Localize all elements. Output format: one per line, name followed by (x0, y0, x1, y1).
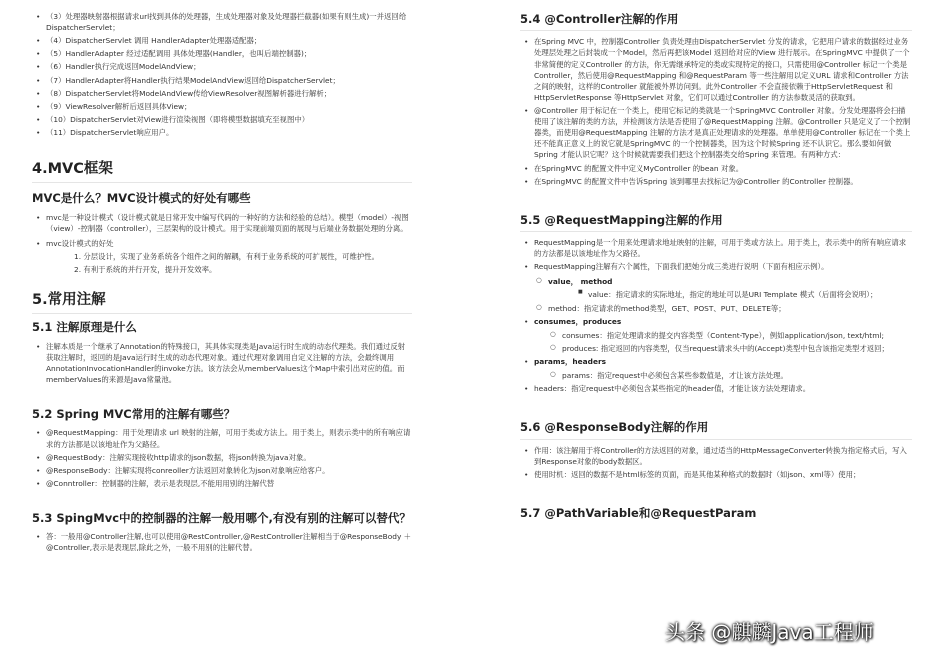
list-item: • 使用时机：返回的数据不是html标签的页面，而是其他某种格式的数据时（如json、xml等）使用； (520, 469, 912, 480)
list-item (520, 316, 912, 354)
subheading-5-1: 5.1 注解原理是什么 (32, 320, 137, 335)
list-item: • headers：指定request中必须包含某些指定的header值，才能让该方法处理请求。 (520, 383, 912, 394)
watermark: 头条 @麒麟Java工程师 (665, 620, 874, 644)
subheading-5-4: 5.4 @Controller注解的作用 (520, 12, 912, 31)
request-mapping-method-item (520, 303, 912, 314)
list-item: ○ produces: 指定返回的内容类型，仅当request请求头中的(Accept)类型中包含该指定类型才返回； (534, 343, 912, 354)
group-label: params，headers (534, 357, 607, 367)
list-item-label: mvc设计模式的好处 (46, 238, 114, 248)
list-item: • （8）DispatcherServlet将ModelAndView传给ViewResolver视图解析器进行解析； (32, 88, 412, 99)
list-item: • （10）DispatcherServlet对View进行渲染视图（即将模型数据填充至视图中） (32, 114, 412, 125)
list-item: • 在Spring MVC 中，控制器Controller 负责处理由DispatcherServlet 分发的请求，它把用户请求的数据经过业务处理层处理之后封装成一个Model，然后再把该Model 返回给对应的View 进行展示。在SpringMVC 中提供了一个非常简便的定义Controller 的方法，你无需继承特定的类或实现特定的接口，只需使用@Controller 标记一个类是Controller，然后使用@RequestMapping 和@RequestParam 等一些注解用以定义URL 请求和Controller 方法之间的映射，这样的Controller 就能被外界访问到。此外Controller 不会直接依赖于HttpServletRequest 和HttpServletResponse 等HttpServlet 对象，它们可以通过Controller 的方法参数灵活的获取到。 (520, 36, 912, 103)
list-item: • （3）处理器映射器根据请求url找到具体的处理器，生成处理器对象及处理器拦截器(如果有则生成)一并返回给DispatcherServlet； (32, 11, 412, 33)
list-item: • @Controller 用于标记在一个类上，使用它标记的类就是一个SpringMVC Controller 对象。分发处理器将会扫描使用了该注解的类的方法，并检测该方法是否使用了@RequestMapping 注解。@Controller 只是定义了一个控制器类，而使用@RequestMapping 注解的方法才是真正处理请求的处理器。单单使用@Controller 标记在一个类上还不能真正意义上的说它就是SpringMVC 的一个控制器类，因为这个时候Spring 还不认识它。那么要如何做Spring 才能认识它呢？这个时候就需要我们把这个控制器类交给Spring 来管理。有两种方式： (520, 105, 912, 161)
list-item: • mvc是一种设计模式（设计模式就是日常开发中编写代码的一种好的方法和经验的总结）。模型（model）-视图（view）-控制器（controller），三层架构的设计模式。用于实现前端页面的展现与后端业务数据处理的分离。 (32, 212, 412, 234)
list-item (520, 356, 912, 381)
list-item: 1. 分层设计，实现了业务系统各个组件之间的解耦，有利于业务系统的可扩展性，可维护性。 (74, 251, 380, 261)
section-heading-annotations: 5.常用注解 (32, 291, 412, 314)
subheading-5-2: 5.2 Spring MVC常用的注解有哪些？ (32, 407, 236, 422)
group-label: consumes，produces (534, 316, 622, 326)
group-params-items (534, 370, 912, 381)
list-item (520, 276, 912, 300)
subheading-5-6: 5.6 @ResponseBody注解的作用 (520, 420, 912, 439)
list-item: ○ params：指定request中必须包含某些参数值是，才让该方法处理。 (534, 370, 912, 381)
list-item: • （5）HandlerAdapter 经过适配调用 具体处理器(Handler，也叫后端控制器)； (32, 48, 412, 59)
common-annotations-list (32, 427, 412, 489)
list-item: • （9）ViewResolver解析后返回具体View； (32, 101, 412, 112)
subheading-5-7: 5.7 @PathVariable和@RequestParam (520, 506, 757, 521)
controller-annotation-answer-list (32, 531, 412, 553)
right-column (520, 0, 912, 521)
list-item: • （4）DispatcherServlet 调用 HandlerAdapter处理器适配器； (32, 35, 412, 46)
request-mapping-group-consumes (520, 316, 912, 395)
list-item: • 在SpringMVC 的配置文件中告诉Spring 该到哪里去找标记为@Controller 的Controller 控制器。 (520, 176, 912, 187)
list-item: • （7）HandlerAdapter将Handler执行结果ModelAndView返回给DispatcherServlet； (32, 75, 412, 86)
request-mapping-list (520, 237, 912, 272)
list-item: • 答：一般用@Controller注解,也可以使用@RestController,@RestController注解相当于@ResponseBody ＋ @Controller,表示是表现层,除此之外，一般不用别的注解代替。 (32, 531, 412, 553)
group-consumes-items (534, 330, 912, 354)
list-item: ■ value：指定请求的实际地址，指定的地址可以是URI Template 模式（后面将会说明）； (548, 289, 912, 300)
list-item: • RequestMapping注解有六个属性，下面我们把她分成三类进行说明（下面有相应示例）。 (520, 261, 912, 272)
section-heading-mvc: 4.MVC框架 (32, 160, 412, 183)
group-value-method-items (548, 289, 912, 300)
mvc-benefits-list (46, 251, 412, 275)
dispatcher-flow-list (32, 11, 412, 138)
list-item: • @Conntroller：控制器的注解，表示是表现层,不能用用别的注解代替 (32, 478, 412, 489)
controller-list (520, 36, 912, 186)
annotation-principle-list (32, 341, 412, 385)
subheading-5-3: 5.3 SpingMvc中的控制器的注解一般用哪个,有没有别的注解可以替代？ (32, 511, 411, 525)
list-item: ○ consumes：指定处理请求的提交内容类型（Content-Type），例如application/json, text/html; (534, 330, 912, 341)
group-label: value， method (548, 276, 613, 286)
list-item: • （6）Handler执行完成返回ModelAndView； (32, 61, 412, 72)
list-item: • @RequestMapping：用于处理请求 url 映射的注解，可用于类或方法上。用于类上，则表示类中的所有响应请求的方法都是以该地址作为父路径。 (32, 427, 412, 449)
request-mapping-group-value-method (520, 276, 912, 300)
list-item: • 作用：该注解用于将Controller的方法返回的对象，通过适当的HttpMessageConverter转换为指定格式后，写入到Response对象的body数据区。 (520, 445, 912, 467)
mvc-list (32, 212, 412, 276)
list-item (32, 238, 412, 275)
list-item: • @RequestBody：注解实现接收http请求的json数据，将json转换为java对象。 (32, 452, 412, 463)
list-item: • 注解本质是一个继承了Annotation的特殊接口，其具体实现类是Java运行时生成的动态代理类。我们通过反射获取注解时，返回的是Java运行时生成的动态代理对象。通过代理对象调用自定义注解的方法，会最终调用AnnotationInvocationHandler的invoke方法。该方法会从memberValues这个Map中索引出对应的值。而memberValues的来源是Java常量池。 (32, 341, 412, 385)
list-item: • @ResponseBody：注解实现将conreoller方法返回对象转化为json对象响应给客户。 (32, 465, 412, 476)
list-item: • RequestMapping是一个用来处理请求地址映射的注解，可用于类或方法上。用于类上，表示类中的所有响应请求的方法都是以该地址作为父路径。 (520, 237, 912, 259)
response-body-list (520, 445, 912, 480)
subheading-5-5: 5.5 @RequestMapping注解的作用 (520, 213, 912, 232)
list-item: • 在SpringMVC 的配置文件中定义MyController 的bean 对象。 (520, 163, 912, 174)
left-column (32, 0, 412, 556)
list-item: ○ method：指定请求的method类型，GET、POST、PUT、DELETE等； (520, 303, 912, 314)
subheading-what-is-mvc: MVC是什么？MVC设计模式的好处有哪些 (32, 191, 251, 206)
list-item: • （11）DispatcherServlet响应用户。 (32, 127, 412, 138)
list-item: 2. 有利于系统的并行开发，提升开发效率。 (74, 265, 217, 275)
